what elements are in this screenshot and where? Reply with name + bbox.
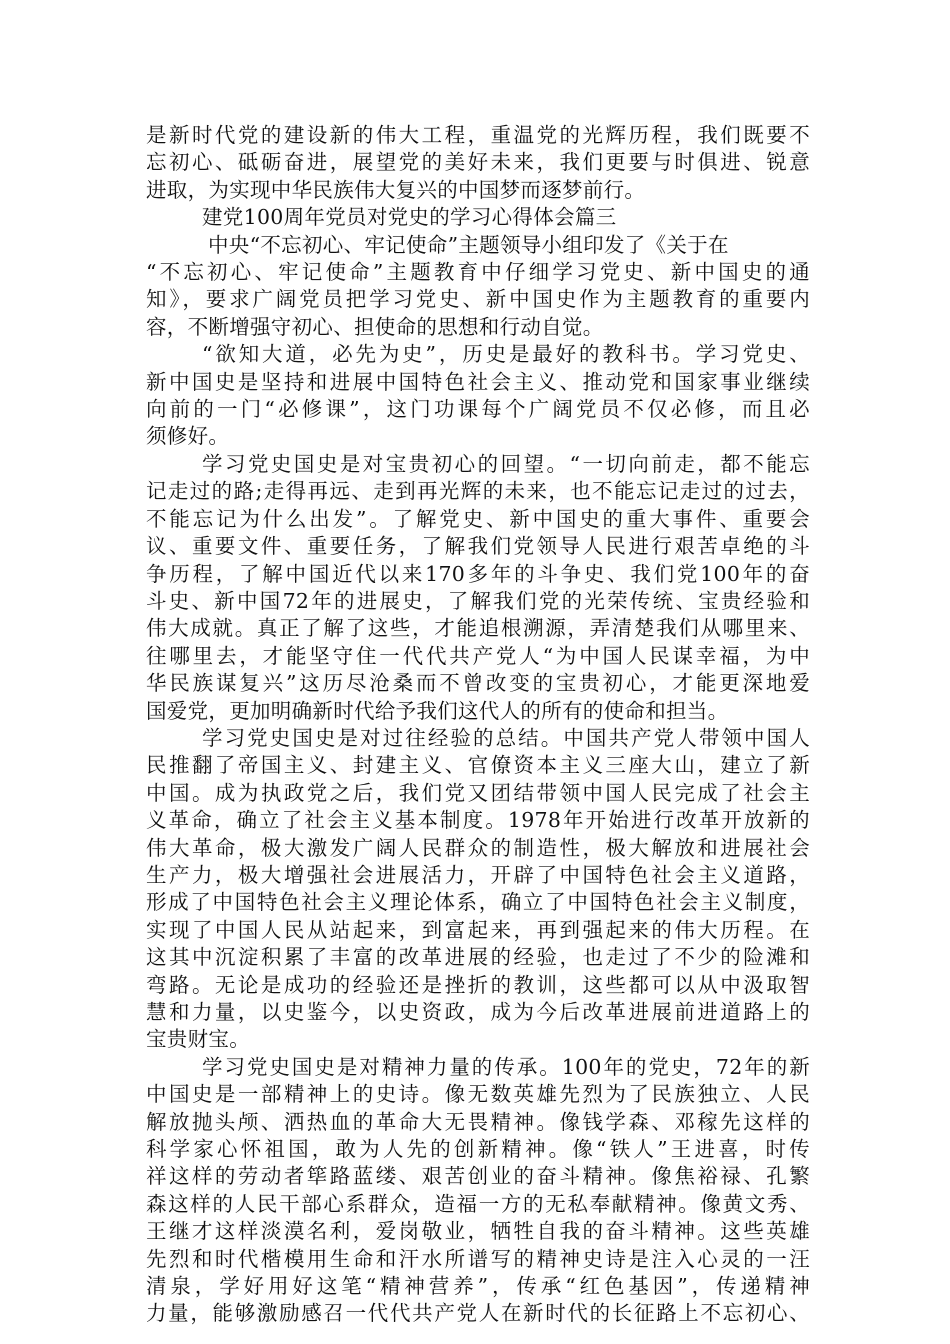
text-line: 王继才这样淡漠名利，爱岗敬业，牺牲自我的奋斗精神。这些英雄 <box>146 1219 810 1244</box>
text-line: 中国。成为执政党之后，我们党又团结带领中国人民完成了社会主 <box>146 780 810 805</box>
text-line: 争历程，了解中国近代以来170多年的斗争史、我们党100年的奋 <box>146 561 810 586</box>
text-line: 斗史、新中国72年的进展史，了解我们党的光荣传统、宝贵经验和 <box>146 588 810 613</box>
text-line: 弯路。无论是成功的经验还是挫折的教训，这些都可以从中汲取智 <box>146 972 810 997</box>
text-line: 先烈和时代楷模用生命和汗水所谱写的精神史诗是注入心灵的一汪 <box>146 1246 810 1271</box>
text-line: 须修好。 <box>146 424 230 449</box>
text-line: 进取，为实现中华民族伟大复兴的中国梦而逐梦前行。 <box>146 177 646 202</box>
paragraph-first-line: 学习党史国史是对过往经验的总结。中国共产党人带领中国人 <box>202 725 810 750</box>
text-line: 忘初心、砥砺奋进，展望党的美好未来，我们更要与时俱进、锐意 <box>146 150 810 175</box>
paragraph-first-line: 学习党史国史是对精神力量的传承。100年的党史，72年的新 <box>202 1054 810 1079</box>
text-line: “不忘初心、牢记使命”主题教育中仔细学习党史、新中国史的通 <box>146 260 810 285</box>
text-line: 宝贵财宝。 <box>146 1027 250 1052</box>
text-line: 容，不断增强守初心、担使命的思想和行动自觉。 <box>146 314 604 339</box>
text-line: 清泉，学好用好这笔“精神营养”，传承“红色基因”，传递精神 <box>146 1274 810 1299</box>
text-line: 国爱党，更加明确新时代给予我们这代人的所有的使命和担当。 <box>146 698 729 723</box>
text-line: 森这样的人民干部心系群众，造福一方的无私奉献精神。像黄文秀、 <box>146 1191 810 1216</box>
text-line: 记走过的路;走得再远、走到再光辉的未来，也不能忘记走过的过去， <box>146 479 810 504</box>
text-line: 伟大成就。真正了解了这些，才能追根溯源，弄清楚我们从哪里来、 <box>146 616 810 641</box>
paragraph-first-line: 中央“不忘初心、牢记使命”主题领导小组印发了《关于在 <box>208 232 729 257</box>
text-line: 生产力，极大增强社会进展活力，开辟了中国特色社会主义道路， <box>146 862 810 887</box>
text-line: 向前的一门“必修课”，这门功课每个广阔党员不仅必修，而且必 <box>146 397 810 422</box>
paragraph-first-line: 学习党史国史是对宝贵初心的回望。“一切向前走，都不能忘 <box>202 451 810 476</box>
text-line: 义革命，确立了社会主义基本制度。1978年开始进行改革开放新的 <box>146 808 810 833</box>
text-line: 知》，要求广阔党员把学习党史、新中国史作为主题教育的重要内 <box>146 287 810 312</box>
text-line: 华民族谋复兴”这历尽沧桑而不曾改变的宝贵初心，才能更深地爱 <box>146 671 810 696</box>
text-line: 实现了中国人民从站起来，到富起来，再到强起来的伟大历程。在 <box>146 917 810 942</box>
text-line: 形成了中国特色社会主义理论体系，确立了中国特色社会主义制度， <box>146 890 810 915</box>
text-line: 科学家心怀祖国，敢为人先的创新精神。像“铁人”王进喜，时传 <box>146 1137 810 1162</box>
document-page <box>146 122 810 1328</box>
text-line: 力量，能够激励感召一代代共产党人在新时代的长征路上不忘初心、 <box>146 1301 810 1326</box>
text-line: 新中国史是坚持和进展中国特色社会主义、推动党和国家事业继续 <box>146 369 810 394</box>
text-line: 不能忘记为什么出发”。了解党史、新中国史的重大事件、重要会 <box>146 506 810 531</box>
text-line: 祥这样的劳动者筚路蓝缕、艰苦创业的奋斗精神。像焦裕禄、孔繁 <box>146 1164 810 1189</box>
paragraph-first-line: “欲知大道，必先为史”，历史是最好的教科书。学习党史、 <box>202 342 810 367</box>
text-line: 往哪里去，才能坚守住一代代共产党人“为中国人民谋幸福，为中 <box>146 643 810 668</box>
text-line: 是新时代党的建设新的伟大工程，重温党的光辉历程，我们既要不 <box>146 123 810 147</box>
text-line: 中国史是一部精神上的史诗。像无数英雄先烈为了民族独立、人民 <box>146 1082 810 1107</box>
text-line: 慧和力量，以史鉴今，以史资政，成为今后改革进展前进道路上的 <box>146 1000 810 1024</box>
text-line: 伟大革命，极大激发广阔人民群众的制造性，极大解放和进展社会 <box>146 835 810 860</box>
text-line: 这其中沉淀积累了丰富的改革进展的经验，也走过了不少的险滩和 <box>146 945 810 970</box>
text-line: 议、重要文件、重要任务，了解我们党领导人民进行艰苦卓绝的斗 <box>146 534 810 559</box>
text-line: 民推翻了帝国主义、封建主义、官僚资本主义三座大山，建立了新 <box>146 753 810 778</box>
text-line: 解放抛头颅、洒热血的革命大无畏精神。像钱学森、邓稼先这样的 <box>146 1109 810 1134</box>
paragraph-first-line: 建党100周年党员对党史的学习心得体会篇三 <box>202 205 617 230</box>
